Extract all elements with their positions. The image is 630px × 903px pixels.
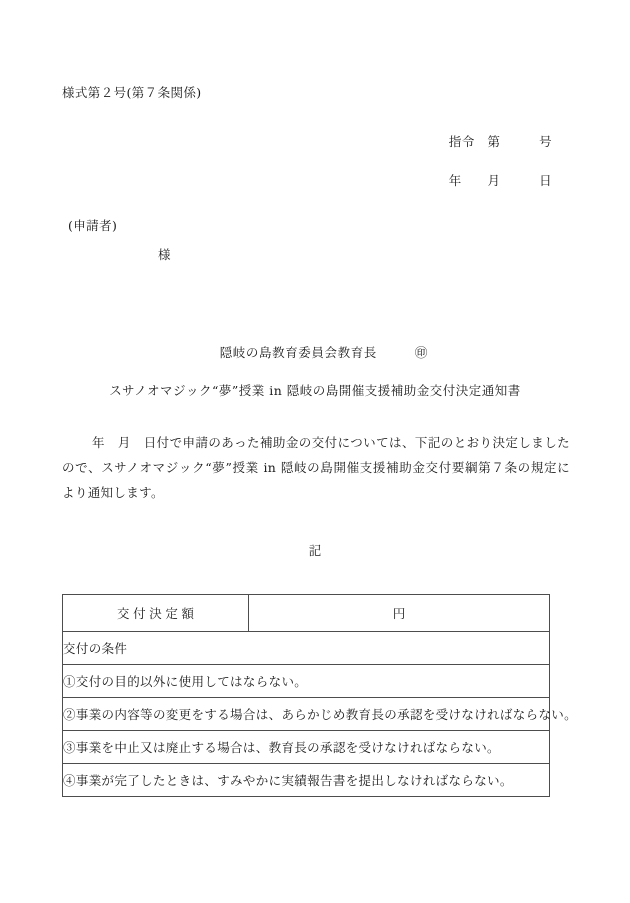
body-line-1: 年 月 日付で申請のあった補助金の交付については、下記のとおり決定しましたので、 [62, 435, 570, 475]
condition-item-4: ④事業が完了したときは、すみやかに実績報告書を提出しなければならない。 [63, 764, 550, 797]
official-seal-icon: ㊞ [414, 345, 428, 360]
order-number-field: 指令 第 号 [448, 134, 552, 149]
table-row [63, 665, 550, 698]
form-number: 様式第２号(第７条関係) [62, 85, 202, 100]
ki-marker: 記 [308, 543, 322, 558]
issuer-name: 隠岐の島教育委員会教育長 [219, 345, 377, 360]
table-row [63, 731, 550, 764]
page-title: スサノオマジック“夢”授業 in 隠岐の島開催支援補助金交付決定通知書 [109, 383, 521, 398]
table-row [63, 698, 550, 731]
conditions-header-cell: 交付の条件 [63, 632, 550, 665]
document-meta-block [449, 133, 552, 191]
amount-value-cell: 円 [249, 595, 550, 632]
table-row [63, 632, 550, 665]
body-paragraph [62, 430, 570, 505]
condition-item-3: ③事業を中止又は廃止する場合は、教育長の承認を受けなければならない。 [63, 731, 550, 764]
issue-date-field: 年 月 日 [448, 172, 552, 188]
grant-decision-table [62, 594, 578, 797]
table-row [63, 764, 550, 797]
condition-item-1: ①交付の目的以外に使用してはならない。 [63, 665, 550, 698]
table-row-amount [63, 595, 550, 632]
applicant-honorific: 様 [158, 247, 171, 262]
applicant-label: (申請者) [68, 218, 118, 233]
issuer-line [0, 328, 630, 376]
condition-item-2: ②事業の内容等の変更をする場合は、あらかじめ教育長の承認を受けなければならない。 [63, 698, 550, 731]
body-line-2: スサノオマジック“夢”授業 in 隠岐の島開催支援補助金交付要綱第７条の規定により通知します。 [62, 460, 570, 500]
amount-label-cell: 交付決定額 [63, 595, 249, 632]
